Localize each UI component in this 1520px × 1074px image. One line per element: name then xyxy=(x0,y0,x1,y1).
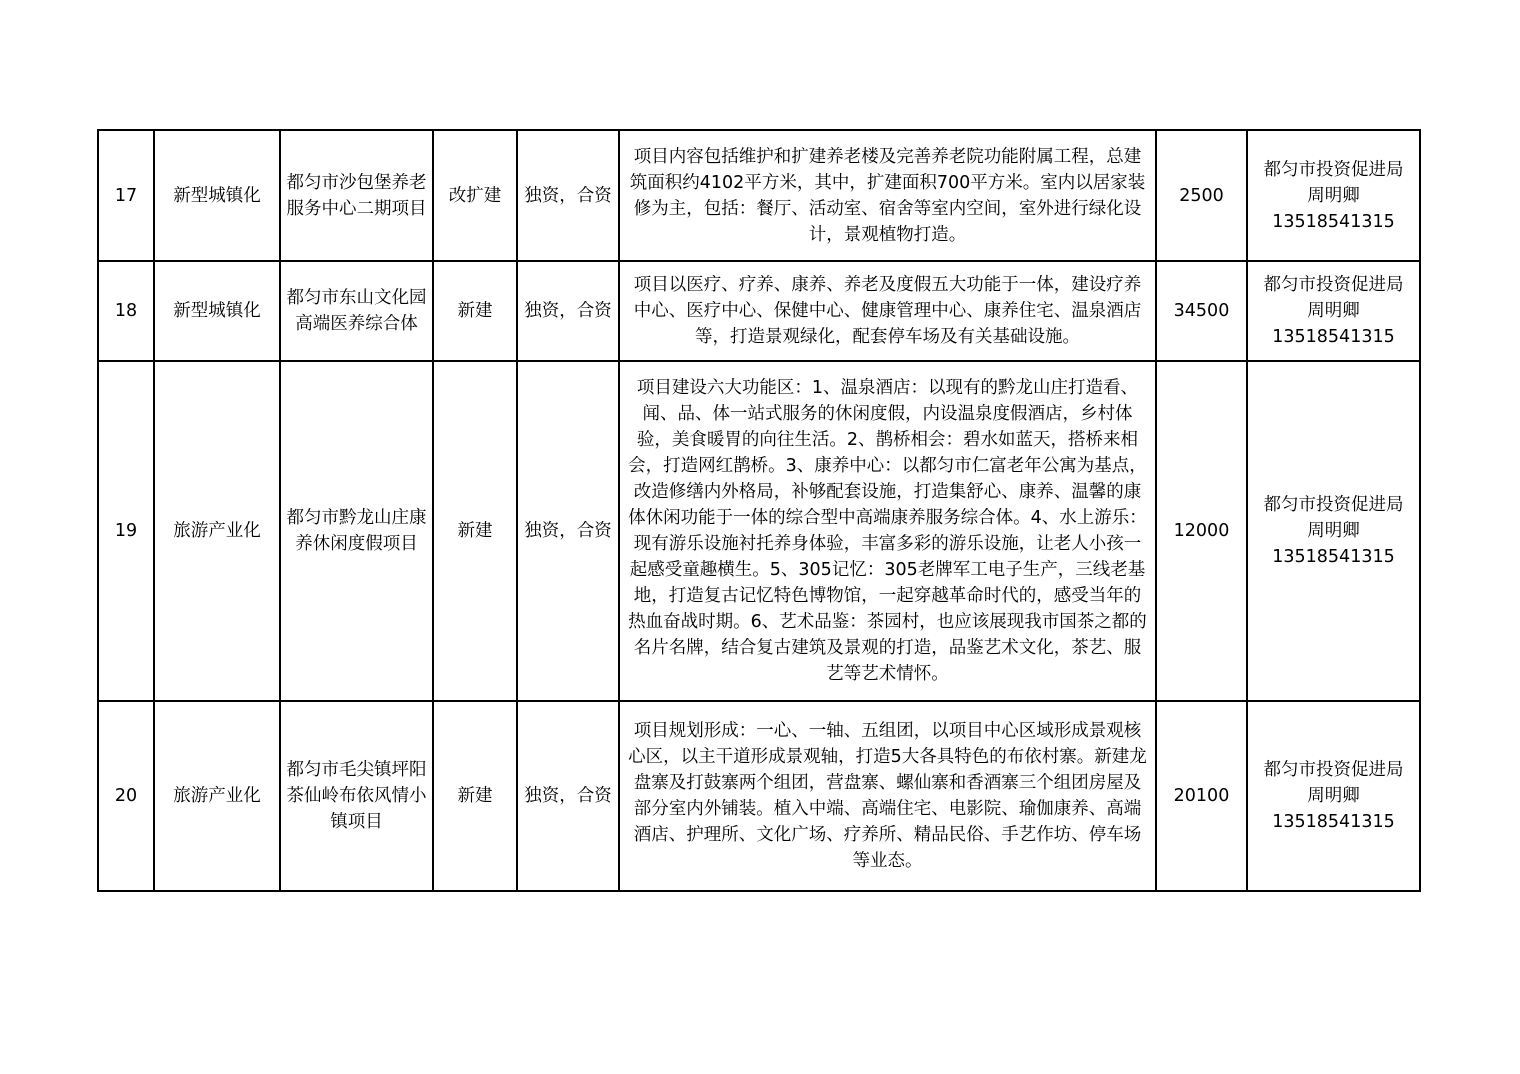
contact-org: 都匀市投资促进局 xyxy=(1263,495,1404,515)
contact-phone: 13518541315 xyxy=(1272,547,1395,567)
table-row xyxy=(98,361,1420,701)
project-content: 项目建设六大功能区：1、温泉酒店：以现有的黔龙山庄打造看、闻、品、体一站式服务的休闲度假，内设温泉度假酒店，乡村体验，美食暖胃的向往生活。2、鹊桥相会：碧水如蓝天，搭桥来相会，打造网红鹊桥。3、康养中心：以都匀市仁富老年公寓为基点，改造修缮内外格局，补够配套设施，打造集舒心、康养、温馨的康体休闲功能于一体的综合型中高端康养服务综合体。4、水上游乐：现有游乐设施衬托养身体验，丰富多彩的游乐设施，让老人小孩一起感受童趣横生。5、305记忆：305老牌军工电子生产，三线老基地，打造复古记忆特色博物馆，一起穿越革命时代的，感受当年的热血奋战时期。6、艺术品鉴：茶园村，也应该展现我市国茶之都的名片名牌，结合复古建筑及景观的打造，品鉴艺术文化，茶艺、服艺等艺术情怀。 xyxy=(619,361,1156,701)
project-name: 都匀市黔龙山庄康养休闲度假项目 xyxy=(280,361,433,701)
total-investment: 20100 xyxy=(1156,701,1247,891)
project-table xyxy=(97,129,1421,892)
project-category: 旅游产业化 xyxy=(154,701,280,891)
total-investment: 34500 xyxy=(1156,261,1247,361)
build-type: 新建 xyxy=(433,701,517,891)
total-investment: 12000 xyxy=(1156,361,1247,701)
contact-org: 都匀市投资促进局 xyxy=(1263,275,1404,295)
contact-phone: 13518541315 xyxy=(1272,812,1395,832)
row-number: 17 xyxy=(98,130,154,261)
table-row xyxy=(98,261,1420,361)
contact-person: 周明卿 xyxy=(1307,786,1360,806)
investment-mode: 独资，合资 xyxy=(517,361,619,701)
project-content: 项目规划形成：一心、一轴、五组团，以项目中心区域形成景观核心区，以主干道形成景观轴，打造5大各具特色的布依村寨。新建龙盘寨及打鼓寨两个组团，营盘寨、螺仙寨和香酒寨三个组团房屋及部分室内外铺装。植入中端、高端住宅、电影院、瑜伽康养、高端酒店、护理所、文化广场、疗养所、精品民俗、手艺作坊、停车场等业态。 xyxy=(619,701,1156,891)
row-number: 20 xyxy=(98,701,154,891)
total-investment: 2500 xyxy=(1156,130,1247,261)
project-content: 项目内容包括维护和扩建养老楼及完善养老院功能附属工程，总建筑面积约4102平方米，其中，扩建面积700平方米。室内以居家装修为主，包括：餐厅、活动室、宿舍等室内空间，室外进行绿化设计，景观植物打造。 xyxy=(619,130,1156,261)
project-category: 新型城镇化 xyxy=(154,261,280,361)
investment-mode: 独资，合资 xyxy=(517,701,619,891)
contact-org: 都匀市投资促进局 xyxy=(1263,760,1404,780)
build-type: 新建 xyxy=(433,361,517,701)
investment-mode: 独资，合资 xyxy=(517,261,619,361)
contact-cell xyxy=(1247,261,1420,361)
contact-phone: 13518541315 xyxy=(1272,211,1395,232)
project-name: 都匀市毛尖镇坪阳茶仙岭布依风情小镇项目 xyxy=(280,701,433,891)
contact-person: 周明卿 xyxy=(1307,301,1360,321)
contact-person: 周明卿 xyxy=(1307,185,1360,206)
contact-cell xyxy=(1247,361,1420,701)
contact-cell xyxy=(1247,701,1420,891)
contact-phone: 13518541315 xyxy=(1272,327,1395,347)
project-name: 都匀市东山文化园高端医养综合体 xyxy=(280,261,433,361)
project-name: 都匀市沙包堡养老服务中心二期项目 xyxy=(280,130,433,261)
table-row xyxy=(98,130,1420,261)
build-type: 改扩建 xyxy=(433,130,517,261)
row-number: 19 xyxy=(98,361,154,701)
table-row xyxy=(98,701,1420,891)
project-category: 新型城镇化 xyxy=(154,130,280,261)
row-number: 18 xyxy=(98,261,154,361)
contact-org: 都匀市投资促进局 xyxy=(1263,159,1404,180)
contact-person: 周明卿 xyxy=(1307,521,1360,541)
project-content: 项目以医疗、疗养、康养、养老及度假五大功能于一体，建设疗养中心、医疗中心、保健中心、健康管理中心、康养住宅、温泉酒店等，打造景观绿化，配套停车场及有关基础设施。 xyxy=(619,261,1156,361)
investment-mode: 独资，合资 xyxy=(517,130,619,261)
build-type: 新建 xyxy=(433,261,517,361)
contact-cell xyxy=(1247,130,1420,261)
project-category: 旅游产业化 xyxy=(154,361,280,701)
